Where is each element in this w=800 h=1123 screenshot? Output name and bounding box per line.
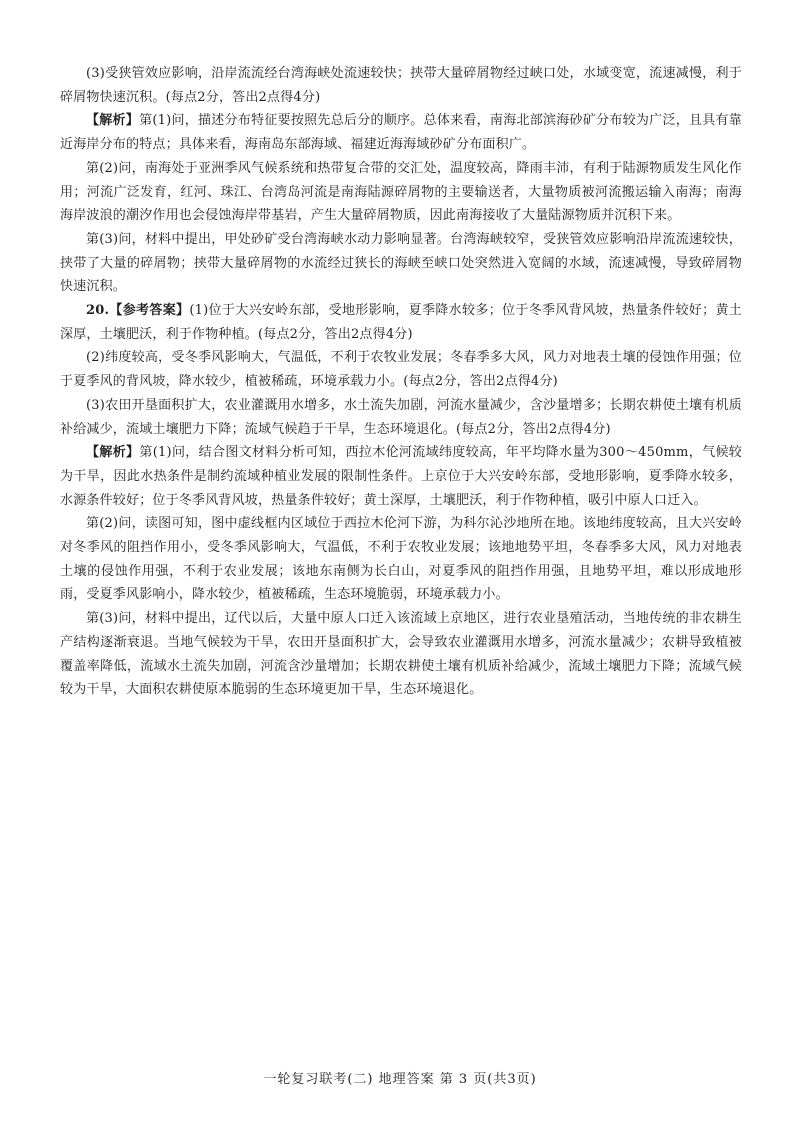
paragraph-text: 第(3)问，材料中提出，辽代以后，大量中原人口迁入该流域上京地区，进行农业垦殖活动，当地传统的非农耕生产结构逐渐衰退。当地气候较为干旱，农田开垦面积扩大，会导致农业灌溉用水增多，河流水量减少；农耕导致植被覆盖率降低，流域水土流失加剧，河流含沙量增加；长期农耕使土壤有机质补给减少，流域土壤肥力下降；流域气候较为干旱，大面积农耕使原本脆弱的生态环境更加干旱，生态环境退化。	[60, 611, 742, 698]
page-footer: 一轮复习联考(二) 地理答案 第 3 页(共3页)	[263, 1072, 537, 1087]
paragraph-answer-20-3	[60, 394, 742, 441]
document-body	[60, 62, 742, 702]
paragraph-analysis-20-2	[60, 512, 742, 607]
paragraph-analysis-20-3	[60, 607, 742, 702]
paragraph-analysis-19-2	[60, 157, 742, 228]
paragraph-text: 第(3)问，材料中提出，甲处砂矿受台湾海峡水动力影响显著。台湾海峡较窄，受狭管效应影响沿岸流流速较快，挟带了大量的碎屑物；挟带大量碎屑物的水流经过狭长的海峡至峡口处突然进入宽阔的水域，流速减慢，导致碎屑物快速沉积。	[60, 231, 742, 295]
paragraph-analysis-19-3	[60, 228, 742, 299]
paragraph-text: 第(2)问，读图可知，图中虚线框内区域位于西拉木伦河下游，为科尔沁沙地所在地。该地纬度较高，且大兴安岭对冬季风的阻挡作用小，受冬季风影响大，气温低，不利于农牧业发展；该地地势平坦，冬春季多大风，风力对地表土壤的侵蚀作用强，不利于农业发展；该地东南侧为长白山，对夏季风的阻挡作用强，且地势平坦，难以形成地形雨，受夏季风影响小，降水较少，植被稀疏，生态环境脆弱，环境承载力小。	[60, 516, 742, 603]
paragraph-text: (3)受狭管效应影响，沿岸流流经台湾海峡处流速较快；挟带大量碎屑物经过峡口处，水域变宽，流速减慢，利于碎屑物快速沉积。(每点2分，答出2点得4分)	[60, 66, 742, 105]
paragraph-answer-20-1	[60, 299, 742, 346]
paragraph-text: 第(1)问，结合图文材料分析可知，西拉木伦河流域纬度较高，年平均降水量为300～450mm，气候较为干旱，因此水热条件是制约流域种植业发展的限制性条件。上京位于大兴安岭东部，受地形影响，夏季降水较多，水源条件较好；位于冬季风背风坡，热量条件较好；黄土深厚，土壤肥沃，利于作物种植，吸引中原人口迁入。	[60, 445, 742, 508]
paragraph-label: 20.【参考答案】	[86, 303, 190, 319]
paragraph-label: 【解析】	[86, 445, 140, 461]
paragraph-text: 第(2)问，南海处于亚洲季风气候系统和热带复合带的交汇处，温度较高，降雨丰沛，有利于陆源物质发生风化作用；河流广泛发育，红河、珠江、台湾岛河流是南海陆源碎屑物的主要输送者，大量物质被河流搬运输入南海；南海海岸波浪的潮汐作用也会侵蚀海岸带基岩，产生大量碎屑物质，因此南海接收了大量陆源物质并沉积下来。	[60, 160, 742, 224]
paragraph-answer-19-3	[60, 62, 742, 109]
paragraph-text: 第(1)问，描述分布特征要按照先总后分的顺序。总体来看，南海北部滨海砂矿分布较为广泛，且具有靠近海岸分布的特点；具体来看，海南岛东部海域、福建近海海域砂矿分布面积广。	[60, 113, 742, 153]
paragraph-label: 【解析】	[86, 113, 140, 129]
paragraph-text: (1)位于大兴安岭东部，受地形影响，夏季降水较多；位于冬季风背风坡，热量条件较好；黄土深厚，土壤肥沃，利于作物种植。(每点2分，答出2点得4分)	[60, 303, 743, 342]
paragraph-text: (3)农田开垦面积扩大，农业灌溉用水增多，水土流失加剧，河流水量减少，含沙量增多；长期农耕使土壤有机质补给减少，流域土壤肥力下降；流域气候趋于干旱，生态环境退化。(每点2分，答出2点得4分)	[60, 397, 742, 437]
paragraph-analysis-19-1	[60, 109, 742, 156]
paragraph-analysis-20-1	[60, 441, 742, 512]
paragraph-text: (2)纬度较高，受冬季风影响大，气温低，不利于农牧业发展；冬春季多大风，风力对地表土壤的侵蚀作用强；位于夏季风的背风坡，降水较少，植被稀疏，环境承载力小。(每点2分，答出2点得4分)	[60, 350, 742, 390]
paragraph-answer-20-2	[60, 346, 742, 393]
